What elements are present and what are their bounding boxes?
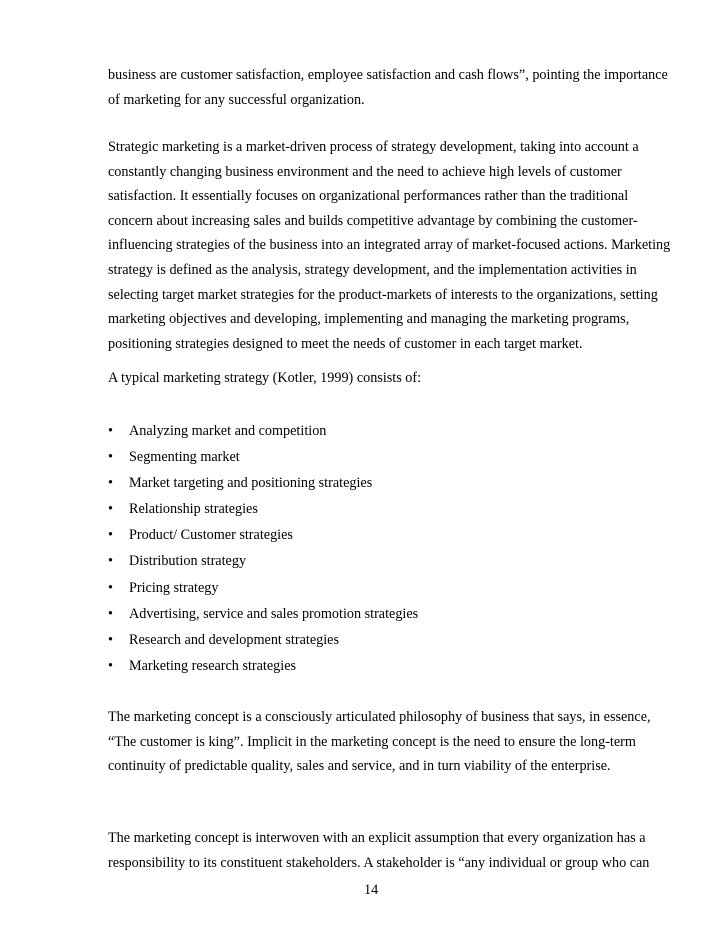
text-line: “The customer is king”. Implicit in the marketing concept is the need to ensure the long-term (108, 733, 636, 750)
list-item-text: Analyzing market and competition (129, 423, 327, 439)
list-item (108, 470, 680, 496)
paragraph-typical-strategy (108, 366, 680, 391)
list-item-text: Relationship strategies (129, 501, 258, 518)
list-item-text: Distribution strategy (129, 553, 247, 570)
list-item-text: Marketing research strategies (129, 657, 297, 674)
text-line: The marketing concept is a consciously articulated philosophy of business that says, in essence, (108, 709, 651, 725)
text-line: The marketing concept is interwoven with an explicit assumption that every organization has a (108, 830, 646, 846)
text-line: concern about increasing sales and builds competitive advantage by combining the customer- (108, 212, 638, 229)
bullet-icon: • (108, 449, 113, 466)
list-item (108, 548, 680, 574)
text-line: selecting target market strategies for the product-markets of interests to the organizations, setting (108, 286, 658, 303)
text-line: continuity of predictable quality, sales and service, and in turn viability of the enterprise. (108, 758, 611, 775)
paragraph-stakeholders (108, 826, 680, 875)
bullet-icon: • (108, 475, 113, 492)
page-number: 14 (364, 882, 379, 898)
list-item-text: Pricing strategy (129, 579, 219, 596)
strategy-bullet-list (108, 418, 680, 679)
list-item (108, 496, 680, 522)
text-line: business are customer satisfaction, employee satisfaction and cash flows”, pointing the importance (108, 67, 668, 83)
text-line: influencing strategies of the business into an integrated array of market-focused actions. Marketing (108, 237, 671, 254)
list-item (108, 575, 680, 601)
text-line: Strategic marketing is a market-driven process of strategy development, taking into account a (108, 139, 639, 155)
list-item-text: Market targeting and positioning strategies (129, 475, 373, 492)
list-item (108, 601, 680, 627)
bullet-icon: • (108, 501, 113, 518)
list-item (108, 627, 680, 653)
bullet-icon: • (108, 657, 113, 674)
bullet-icon: • (108, 423, 113, 439)
list-item-text: Segmenting market (129, 449, 240, 466)
list-item-text: Product/ Customer strategies (129, 527, 293, 544)
list-item (108, 522, 680, 548)
paragraph-intro-continuation (108, 63, 680, 112)
bullet-icon: • (108, 579, 113, 596)
text-line: of marketing for any successful organization. (108, 91, 365, 108)
text-line: A typical marketing strategy (Kotler, 1999) consists of: (108, 370, 422, 386)
text-line: constantly changing business environment and the need to achieve high levels of customer (108, 163, 622, 180)
text-line: strategy is defined as the analysis, strategy development, and the implementation activities in (108, 261, 637, 278)
bullet-icon: • (108, 631, 113, 648)
list-item (108, 418, 680, 444)
paragraph-marketing-concept (108, 705, 680, 779)
text-line: marketing objectives and developing, implementing and managing the marketing programs, (108, 311, 630, 328)
list-item-text: Advertising, service and sales promotion strategies (129, 605, 419, 622)
bullet-icon: • (108, 605, 113, 622)
list-item-text: Research and development strategies (129, 631, 339, 648)
text-line: satisfaction. It essentially focuses on organizational performances rather than the traditional (108, 188, 629, 205)
list-item (108, 444, 680, 470)
paragraph-strategic-marketing (108, 135, 680, 356)
text-line: responsibility to its constituent stakeholders. A stakeholder is “any individual or group who can (108, 854, 650, 871)
list-item (108, 653, 680, 679)
bullet-icon: • (108, 527, 113, 544)
text-line: positioning strategies designed to meet the needs of customer in each target market. (108, 335, 583, 352)
bullet-icon: • (108, 553, 113, 570)
